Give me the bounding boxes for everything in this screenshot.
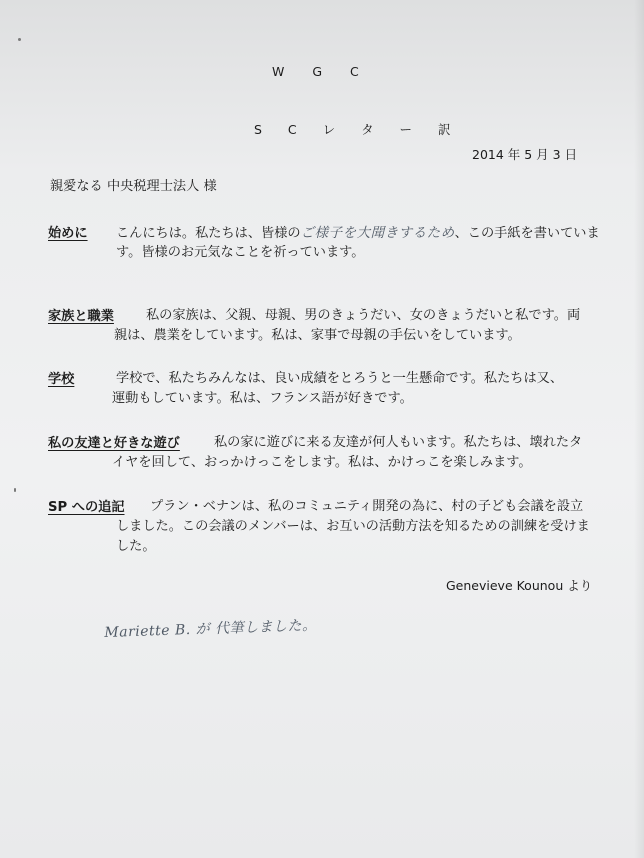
school-line-1: 学校で、私たちみんなは、良い成績をとろうと一生懸命です。私たちは又、 bbox=[116, 371, 564, 386]
section-label-friends: 私の友達と好きな遊び bbox=[48, 436, 180, 451]
intro-text-post: 、この手紙を書いていま bbox=[454, 226, 600, 241]
friends-line-2: イヤを回して、おっかけっこをします。私は、かけっこを楽しみます。 bbox=[112, 455, 532, 470]
signature: Genevieve Kounou より bbox=[446, 578, 593, 593]
intro-text-pre: こんにちは。私たちは、皆様の bbox=[116, 226, 301, 241]
family-line-2: 親は、農業をしています。私は、家事で母親の手伝いをしています。 bbox=[114, 328, 521, 343]
section-label-family: 家族と職業 bbox=[48, 309, 114, 324]
greeting: 親愛なる 中央税理士法人 様 bbox=[50, 179, 217, 194]
org-heading: W G C bbox=[272, 64, 371, 79]
handwritten-insert: ご様子を大聞きするため bbox=[300, 225, 455, 241]
school-line-2: 運動もしています。私は、フランス語が好きです。 bbox=[112, 391, 413, 406]
paper-edge-shadow bbox=[634, 0, 644, 858]
section-label-postscript: SP への追記 bbox=[48, 500, 125, 515]
postscript-line-1: プラン・ベナンは、私のコミュニティ開発の為に、村の子ども会議を設立 bbox=[150, 499, 584, 514]
letter-date: 2014 年 5 月 3 日 bbox=[472, 147, 578, 162]
section-label-intro: 始めに bbox=[48, 226, 88, 241]
paper-speck bbox=[18, 38, 21, 41]
letter-title: S C レ タ ー 訳 bbox=[254, 122, 462, 137]
handwritten-note: Mariette B. が 代筆しました。 bbox=[104, 617, 317, 641]
friends-line-1: 私の家に遊びに来る友達が何人もいます。私たちは、壊れたタ bbox=[214, 435, 583, 450]
paper-speck bbox=[14, 488, 16, 492]
family-line-1: 私の家族は、父親、母親、男のきょうだい、女のきょうだいと私です。両 bbox=[146, 308, 581, 323]
postscript-line-2: しました。この会議のメンバーは、お互いの活動方法を知るための訓練を受けま bbox=[116, 519, 590, 534]
section-label-school: 学校 bbox=[48, 372, 75, 387]
intro-line-2: す。皆様のお元気なことを祈っています。 bbox=[116, 245, 365, 260]
postscript-line-3: した。 bbox=[116, 539, 156, 554]
